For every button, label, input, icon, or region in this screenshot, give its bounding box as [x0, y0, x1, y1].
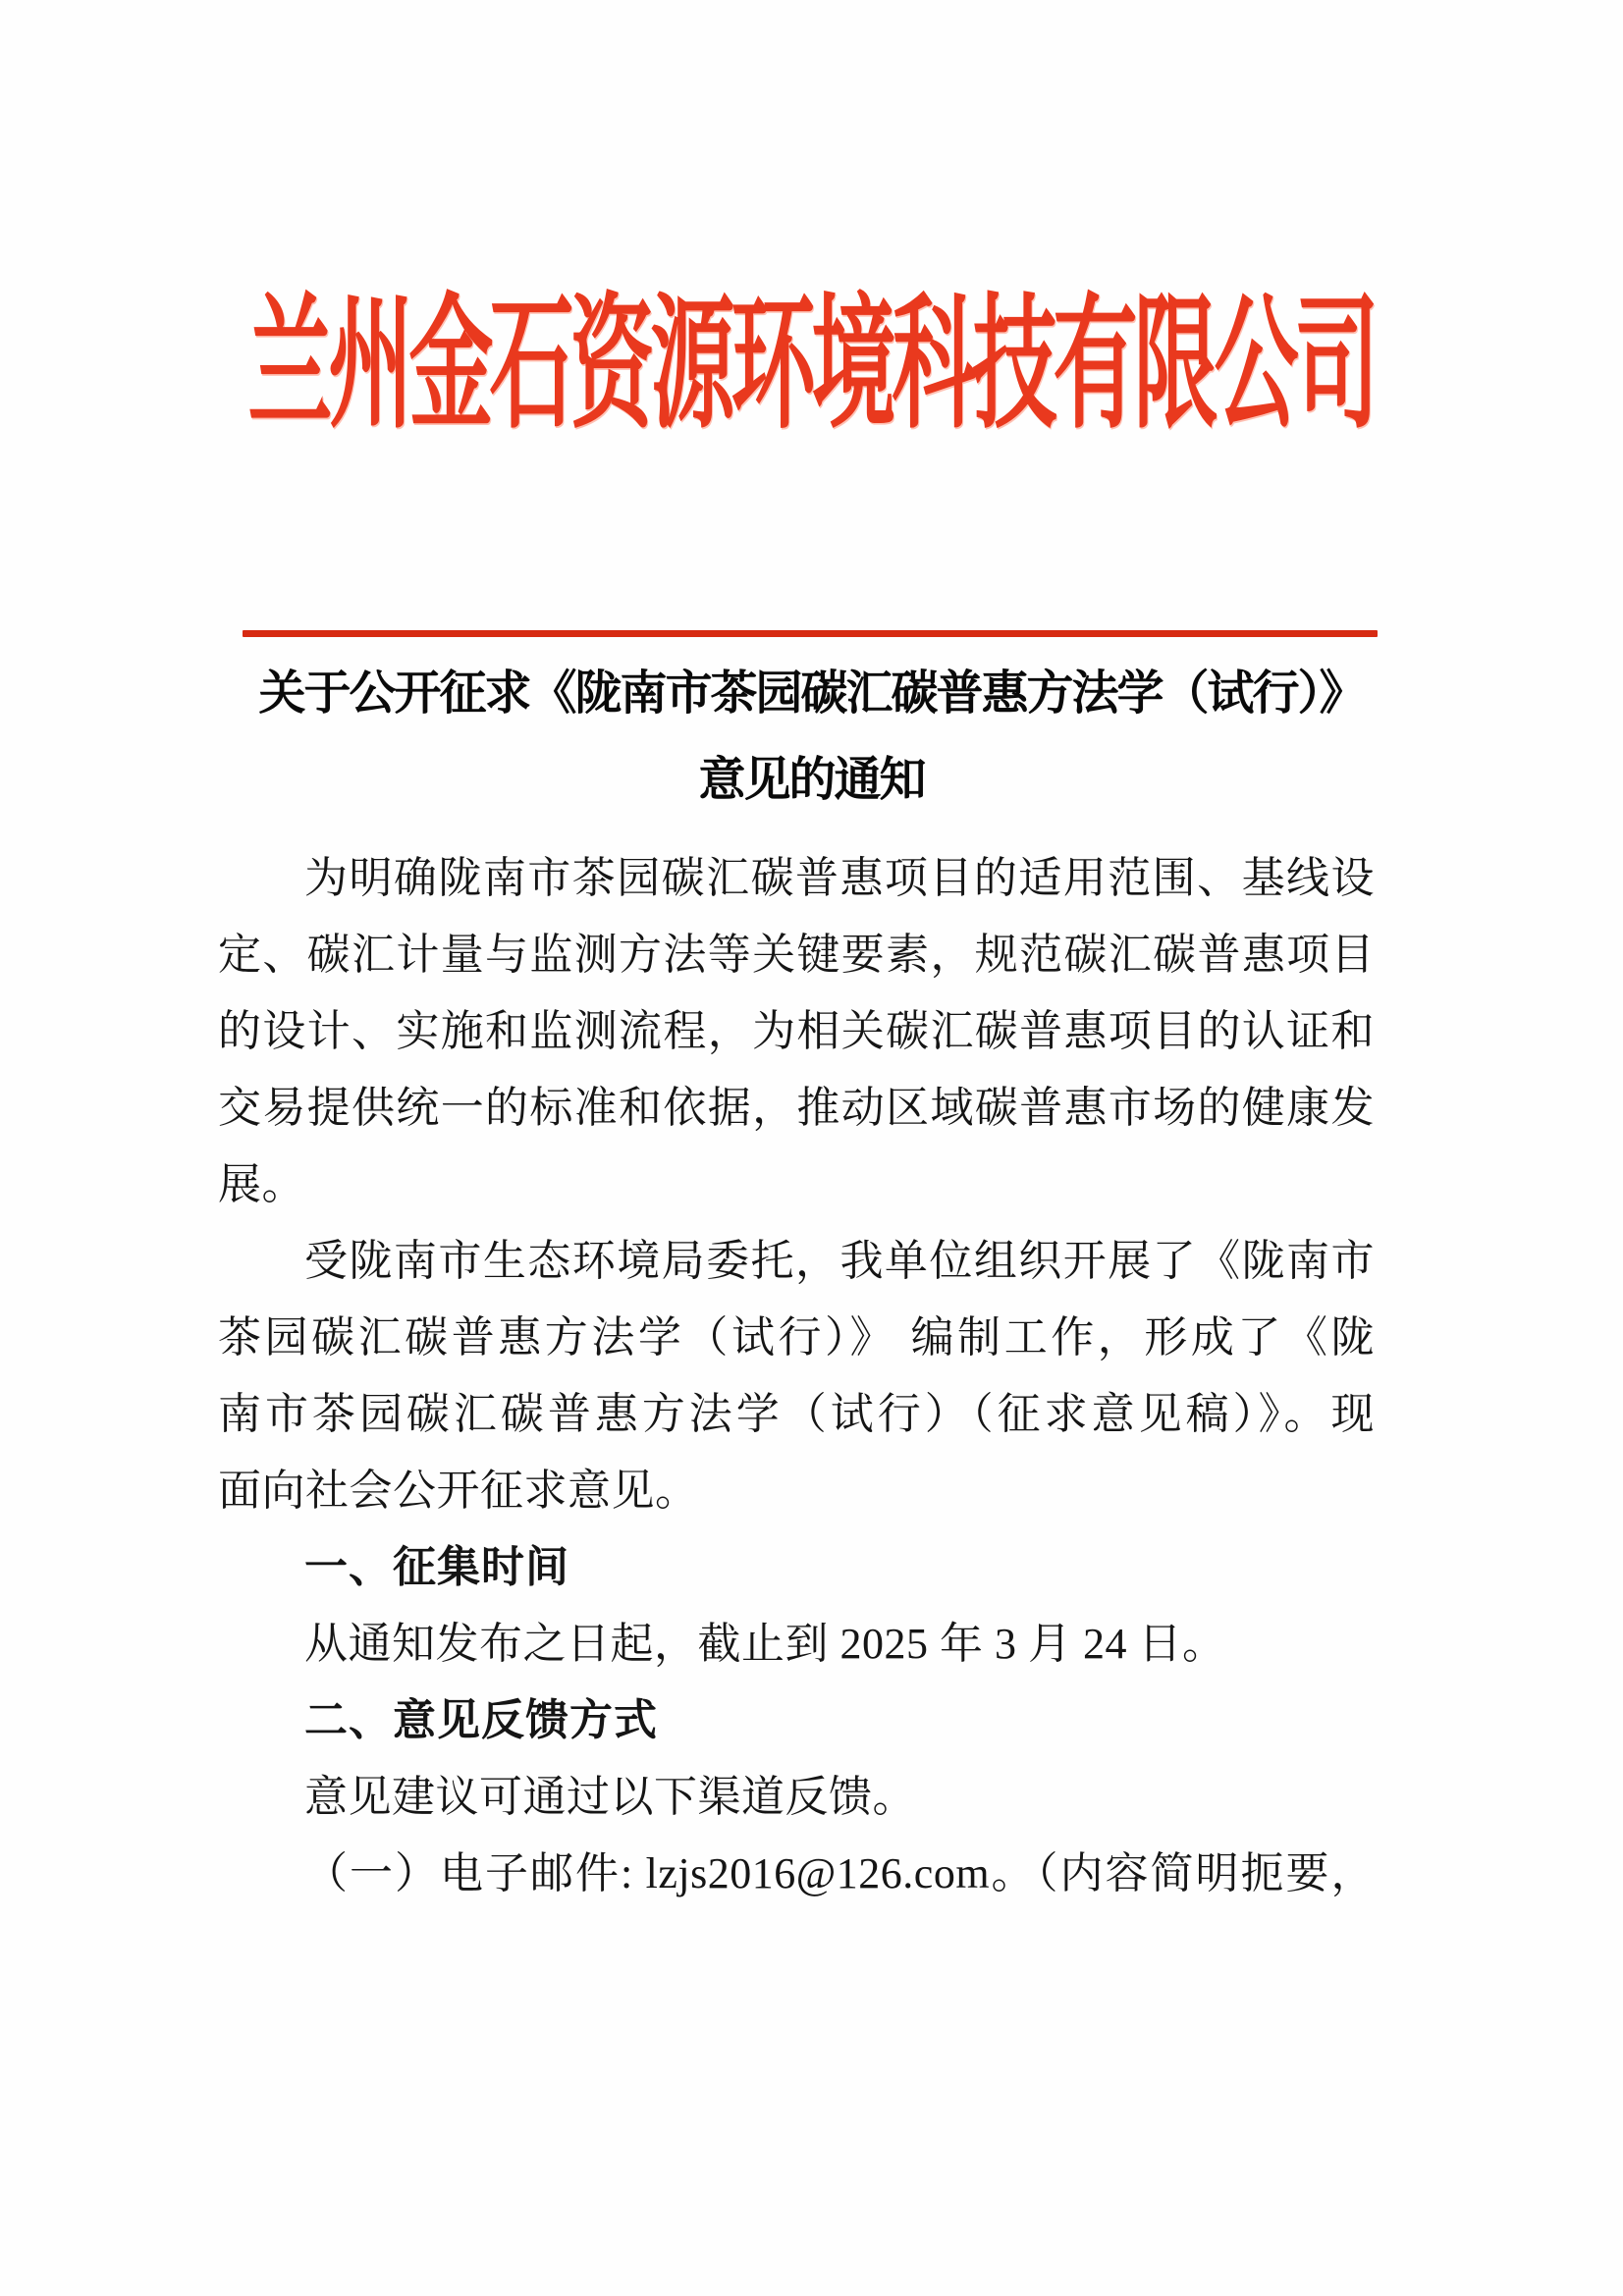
company-name: 兰州金石资源环境科技有限公司 — [247, 284, 1376, 447]
body-line: 从通知发布之日起，截止到 2025 年 3 月 24 日。 — [304, 1620, 1226, 1668]
body-line: 意见建议可通过以下渠道反馈。 — [304, 1773, 916, 1821]
body-line: （一）电子邮件: lzjs2016@126.com。（内容简明扼要， — [304, 1849, 1375, 1897]
body-line: 一、征集时间 — [304, 1543, 569, 1591]
body-line: 二、意见反馈方式 — [304, 1696, 658, 1744]
red-rule-divider — [243, 630, 1378, 637]
body-line: 南市茶园碳汇碳普惠方法学（试行）（征求意见稿）》。现 — [218, 1390, 1375, 1438]
body-line: 受陇南市生态环境局委托，我单位组织开展了《陇南市 — [304, 1237, 1375, 1285]
letterhead — [0, 284, 1623, 447]
body-line: 为明确陇南市茶园碳汇碳普惠项目的适用范围、基线设 — [304, 854, 1375, 902]
document-body — [218, 840, 1375, 1912]
body-line: 面向社会公开征求意见。 — [218, 1467, 699, 1515]
document-title — [124, 651, 1499, 824]
title-line-1: 关于公开征求《陇南市茶园碳汇碳普惠方法学（试行）》 — [258, 667, 1365, 720]
body-line: 展。 — [218, 1160, 305, 1208]
body-line: 定、碳汇计量与监测方法等关键要素，规范碳汇碳普惠项目 — [218, 931, 1375, 979]
body-line: 的设计、实施和监测流程，为相关碳汇碳普惠项目的认证和 — [218, 1007, 1375, 1055]
body-line: 交易提供统一的标准和依据，推动区域碳普惠市场的健康发 — [218, 1084, 1375, 1132]
title-line-2: 意见的通知 — [698, 754, 925, 806]
body-line: 茶园碳汇碳普惠方法学（试行）》 编制工作，形成了《陇 — [218, 1313, 1375, 1362]
